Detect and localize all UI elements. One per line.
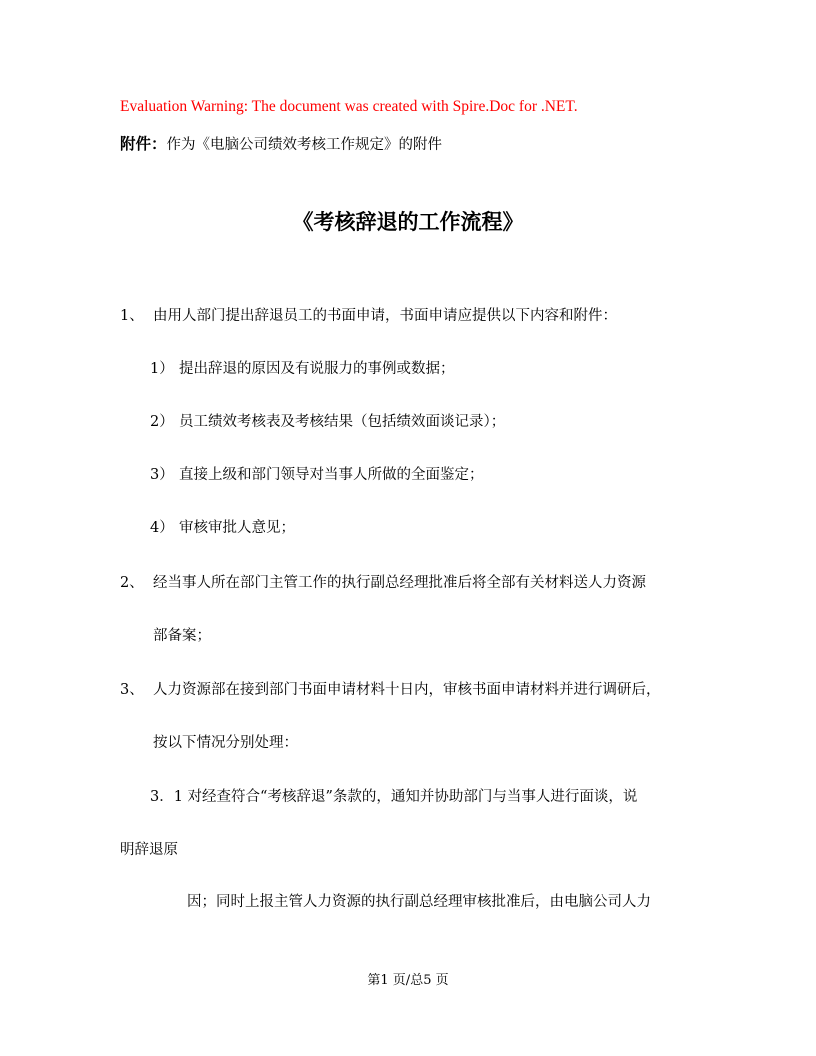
evaluation-warning-text: Evaluation Warning: The document was created with Spire.Doc for .NET. — [120, 98, 578, 115]
sub-item-text: 提出辞退的原因及有说服力的事例或数据； — [179, 361, 455, 377]
sub-item-2 — [150, 412, 505, 432]
sub-item-number: 1） — [150, 361, 174, 377]
list-item-3 — [120, 680, 661, 700]
evaluation-warning — [120, 97, 578, 117]
list-item-2 — [120, 573, 646, 593]
attachment-line — [120, 134, 442, 155]
sub-item-number: 3） — [150, 467, 174, 483]
sub-item-4 — [150, 518, 295, 538]
sub-item-number: 2） — [150, 414, 174, 430]
document-title: 《考核辞退的工作流程》 — [292, 209, 524, 234]
attachment-label: 附件： — [120, 134, 167, 153]
clause-3-1-continuation: 明辞退原 — [120, 842, 178, 858]
sub-item-1 — [150, 359, 455, 379]
attachment-text: 作为《电脑公司绩效考核工作规定》的附件 — [166, 137, 443, 153]
sub-item-3 — [150, 465, 484, 485]
clause-3-1: 3．1 对经查符合“考核辞退”条款的，通知并协助部门与当事人进行面谈，说 — [150, 789, 638, 805]
list-item-number: 1、 — [120, 308, 144, 324]
page-footer — [0, 971, 816, 991]
sub-item-text: 员工绩效考核表及考核结果（包括绩效面谈记录）； — [179, 414, 506, 430]
list-item-number: 3、 — [120, 682, 144, 698]
sub-item-text: 审核审批人意见； — [179, 520, 295, 536]
list-item-2-continuation: 部备案； — [153, 628, 211, 644]
list-item-text: 人力资源部在接到部门书面申请材料十日内，审核书面申请材料并进行调研后， — [153, 682, 661, 698]
clause-3-1-continuation-2: 因；同时上报主管人力资源的执行副总经理审核批准后，由电脑公司人力 — [187, 894, 651, 910]
list-item-number: 2、 — [120, 575, 144, 591]
list-item-text: 经当事人所在部门主管工作的执行副总经理批准后将全部有关材料送人力资源 — [153, 575, 646, 591]
list-item-1 — [120, 306, 617, 326]
sub-item-number: 4） — [150, 520, 174, 536]
page-indicator: 第1 页/总5 页 — [367, 973, 449, 988]
list-item-3-continuation: 按以下情况分别处理： — [153, 735, 298, 751]
list-item-text: 由用人部门提出辞退员工的书面申请，书面申请应提供以下内容和附件： — [153, 308, 617, 324]
sub-item-text: 直接上级和部门领导对当事人所做的全面鉴定； — [179, 467, 484, 483]
